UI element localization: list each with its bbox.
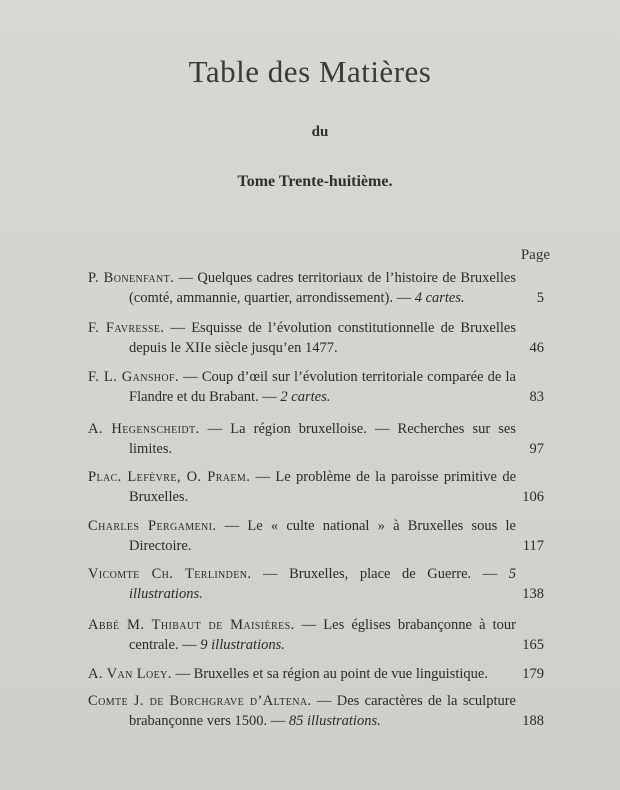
toc-author: Charles Pergameni. <box>88 518 217 534</box>
toc-entry-text <box>88 467 516 507</box>
tome-heading: Tome Trente-huitième. <box>237 173 393 190</box>
toc-page-number: 138 <box>522 586 544 602</box>
toc-page-number: 97 <box>529 441 544 457</box>
toc-author: Plac. Lefèvre, O. Praem. <box>88 469 251 485</box>
toc-entry-text <box>88 516 516 556</box>
toc-title: — Le problème de la paroisse primitive de Bruxelles. <box>129 469 517 505</box>
toc-title: — Coup d’œil sur l’évolution territoriale comparée de la Flandre et du Brabant. — <box>129 369 516 405</box>
toc-title: — Quelques cadres territoriaux de l’histoire de Bruxelles (comté, ammannie, quartier, arrondissement). — <box>129 270 516 306</box>
toc-title: — Les églises brabançonne à tour centrale. — <box>129 617 516 653</box>
toc-title: — Esquisse de l’évolution constitutionnelle de Bruxelles depuis le XIIe siècle jusqu’en 1477. <box>129 320 516 356</box>
toc-entry-text <box>88 367 516 407</box>
toc-entry-text <box>88 419 516 459</box>
toc-title: — La région bruxelloise. — Recherches sur ses limites. <box>129 421 516 457</box>
toc-author: A. Hegenscheidt. <box>88 421 200 437</box>
toc-page-number: 165 <box>522 637 544 653</box>
toc-illustrations: 85 illustrations. <box>288 713 381 729</box>
toc-entry <box>88 419 550 459</box>
toc-page-number: 117 <box>522 538 544 554</box>
toc-illustrations: 9 illustrations. <box>200 637 285 653</box>
table-of-contents <box>88 268 550 731</box>
toc-illustrations: 4 cartes. <box>414 290 465 306</box>
toc-author: Comte J. de Borchgrave d’Altena. <box>88 693 312 709</box>
toc-entry <box>88 467 550 507</box>
page-column-header: Page <box>520 247 550 263</box>
toc-entry <box>88 615 550 655</box>
toc-author: F. Favresse. <box>88 320 165 336</box>
toc-page-number: 188 <box>522 713 544 729</box>
toc-entry <box>88 318 550 358</box>
toc-title: — Bruxelles, place de Guerre. — <box>251 566 509 582</box>
toc-entry-text <box>88 268 516 308</box>
toc-entry <box>88 367 550 407</box>
toc-entry <box>88 664 550 684</box>
toc-entry <box>88 516 550 556</box>
toc-author: Abbé M. Thibaut de Maisières. <box>88 617 295 633</box>
toc-page-number: 106 <box>522 489 544 505</box>
toc-entry-text <box>88 564 516 604</box>
toc-entry <box>88 564 550 604</box>
toc-page-number: 46 <box>529 340 544 356</box>
toc-illustrations: 2 cartes. <box>280 389 331 405</box>
page-title: Table des Matières <box>188 54 432 89</box>
toc-entry-text <box>88 664 516 684</box>
toc-entry <box>88 691 550 731</box>
toc-author: P. Bonenfant. <box>88 270 175 286</box>
toc-entry <box>88 268 550 308</box>
toc-author: A. Van Loey. <box>88 666 172 682</box>
toc-author: Vicomte Ch. Terlinden. <box>88 566 252 582</box>
toc-title: — Des caractères de la sculpture brabançonne vers 1500. — <box>129 693 516 729</box>
toc-entry-text <box>88 615 516 655</box>
toc-author: F. L. Ganshof. <box>88 369 180 385</box>
toc-illustrations: 5 illustrations. <box>129 566 516 602</box>
toc-entry-text <box>88 318 516 358</box>
subtitle-du: du <box>311 124 329 140</box>
toc-title: — Bruxelles et sa région au point de vue linguistique. <box>171 666 488 682</box>
toc-entry-text <box>88 691 516 731</box>
toc-page-number: 83 <box>529 389 544 405</box>
toc-page-number: 5 <box>536 290 544 306</box>
toc-page-number: 179 <box>522 666 544 682</box>
toc-title: — Le « culte national » à Bruxelles sous le Directoire. <box>129 518 516 554</box>
